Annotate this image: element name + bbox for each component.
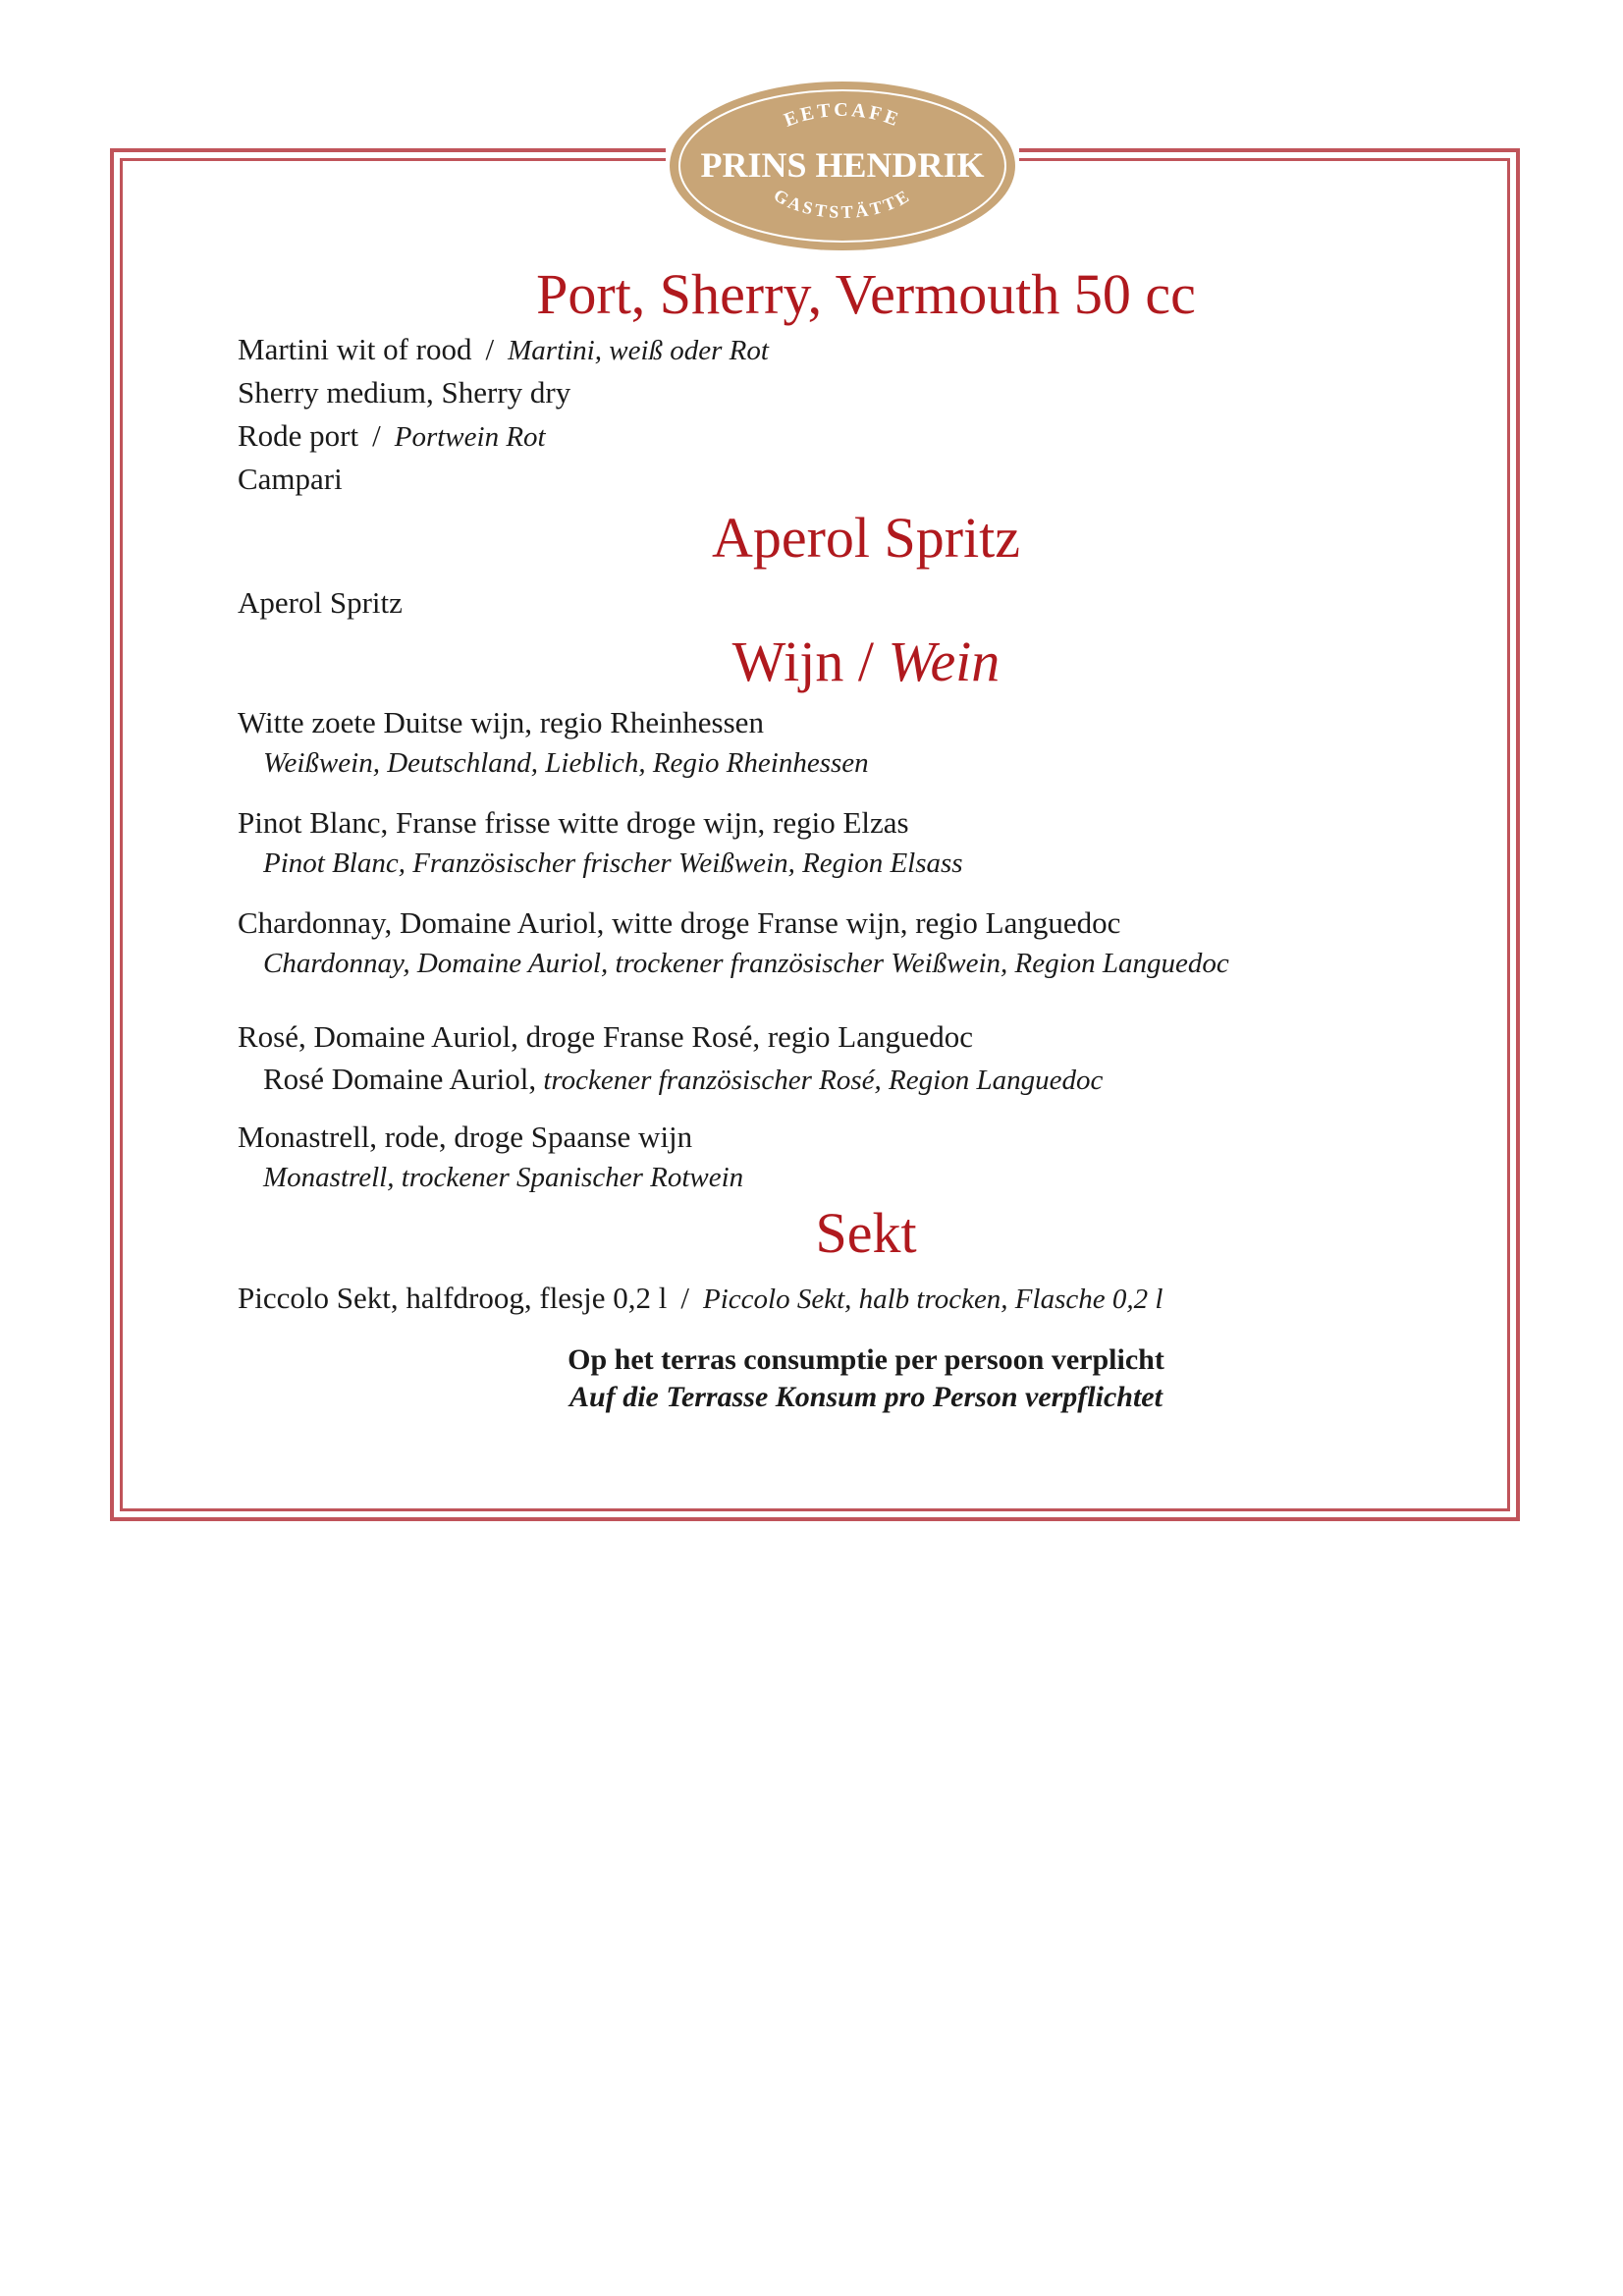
heading-port-sherry-vermouth: Port, Sherry, Vermouth 50 cc [536, 262, 1196, 326]
item-wine-rose-de [263, 1062, 1103, 1097]
item-wine-chardonnay: Chardonnay, Domaine Auriol, witte droge Franse wijn, regio Languedoc [238, 905, 1121, 940]
item-separator: / [680, 1281, 689, 1315]
item-nl: Campari [238, 462, 343, 496]
item-wine-monastrell-de: Monastrell, trockener Spanischer Rotwein [263, 1162, 744, 1193]
item-separator: / [372, 418, 381, 453]
item-nl: Martini wit of rood [238, 332, 472, 366]
item-nl: Aperol Spritz [238, 585, 403, 620]
heading-wijn-wein [238, 629, 1494, 694]
item-nl: Sherry medium, Sherry dry [238, 375, 571, 410]
item-nl: Rode port [238, 418, 359, 453]
item-campari [238, 462, 343, 497]
item-nl: Piccolo Sekt, halfdroog, flesje 0,2 l [238, 1281, 668, 1315]
heading-de: Wein [888, 629, 1001, 693]
item-de: trockener französischer Rosé, Region Languedoc [543, 1065, 1104, 1096]
item-martini [238, 332, 769, 367]
item-wine-monastrell: Monastrell, rode, droge Spaanse wijn [238, 1120, 693, 1154]
logo-bottom-text: GASTSTÄTTE [770, 185, 915, 222]
item-wine-rheinhessen: Witte zoete Duitse wijn, regio Rheinhessen [238, 705, 764, 739]
item-separator: / [485, 332, 495, 366]
item-sherry [238, 375, 570, 410]
heading-sekt: Sekt [815, 1201, 917, 1265]
item-wine-pinot-blanc-de: Pinot Blanc, Französischer frischer Weißwein, Region Elsass [263, 847, 963, 879]
item-de: Piccolo Sekt, halb trocken, Flasche 0,2 l [703, 1284, 1163, 1315]
item-aperol-spritz [238, 585, 403, 621]
item-wine-rheinhessen-de: Weißwein, Deutschland, Lieblich, Regio Rheinhessen [263, 747, 869, 779]
item-wine-chardonnay-de: Chardonnay, Domaine Auriol, trockener französischer Weißwein, Region Languedoc [263, 948, 1229, 979]
logo-top-text: EETCAFE [781, 99, 904, 132]
heading-aperol-spritz: Aperol Spritz [711, 506, 1021, 570]
item-piccolo-sekt [238, 1281, 1163, 1316]
logo-main-text: PRINS HENDRIK [700, 145, 985, 185]
item-de-plain: Rosé Domaine Auriol, [263, 1062, 537, 1096]
item-de: Portwein Rot [394, 421, 546, 453]
item-wine-rose: Rosé, Domaine Auriol, droge Franse Rosé, regio Languedoc [238, 1019, 973, 1054]
item-de: Martini, weiß oder Rot [508, 335, 769, 366]
terrace-note-nl: Op het terras consumptie per persoon verplicht [568, 1343, 1164, 1376]
heading-separator: / [857, 629, 874, 693]
terrace-note-de: Auf die Terrasse Konsum pro Person verpflichtet [569, 1381, 1163, 1413]
logo [666, 79, 1019, 253]
heading-nl: Wijn [731, 629, 844, 693]
item-rode-port [238, 418, 546, 454]
item-wine-pinot-blanc: Pinot Blanc, Franse frisse witte droge wijn, regio Elzas [238, 805, 909, 840]
